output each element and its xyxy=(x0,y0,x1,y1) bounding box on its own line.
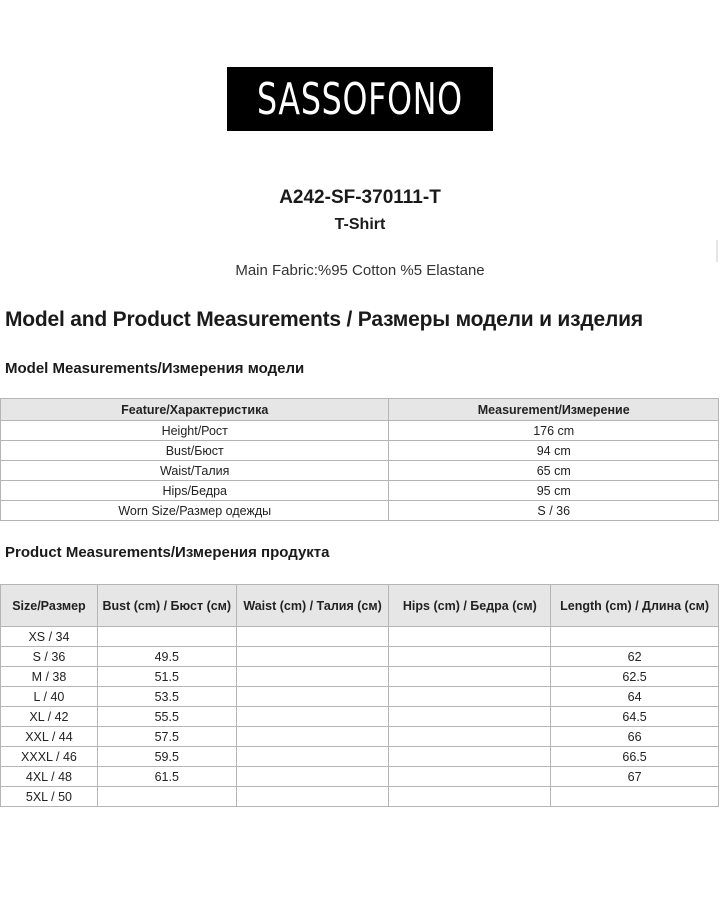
waist-cell xyxy=(236,667,389,687)
measurements-heading: Model and Product Measurements / Размеры модели и изделия xyxy=(5,308,643,331)
hips-cell xyxy=(389,727,551,747)
length-cell: 67 xyxy=(551,767,719,787)
table-row xyxy=(1,501,719,521)
hips-cell xyxy=(389,667,551,687)
waist-cell xyxy=(236,787,389,807)
table-row xyxy=(1,747,719,767)
length-cell: 62.5 xyxy=(551,667,719,687)
bust-cell: 61.5 xyxy=(97,767,236,787)
bust-cell: 53.5 xyxy=(97,687,236,707)
product-type: T-Shirt xyxy=(334,216,386,233)
feature-cell: Hips/Бедра xyxy=(1,481,389,501)
hips-cell xyxy=(389,787,551,807)
measurement-cell: 176 cm xyxy=(389,421,719,441)
fabric-composition: Main Fabric:%95 Cotton %5 Elastane xyxy=(235,262,485,279)
length-cell xyxy=(551,787,719,807)
column-header: Measurement/Измерение xyxy=(389,399,719,421)
feature-cell: Bust/Бюст xyxy=(1,441,389,461)
table-header-row xyxy=(1,399,719,421)
waist-cell xyxy=(236,687,389,707)
length-cell: 64 xyxy=(551,687,719,707)
bust-cell xyxy=(97,787,236,807)
hips-cell xyxy=(389,647,551,667)
table-row xyxy=(1,647,719,667)
size-cell: XXL / 44 xyxy=(1,727,98,747)
column-header: Size/Размер xyxy=(1,585,98,627)
feature-cell: Waist/Талия xyxy=(1,461,389,481)
length-cell: 62 xyxy=(551,647,719,667)
feature-cell: Worn Size/Размер одежды xyxy=(1,501,389,521)
waist-cell xyxy=(236,767,389,787)
table-row xyxy=(1,667,719,687)
bust-cell: 55.5 xyxy=(97,707,236,727)
hips-cell xyxy=(389,627,551,647)
column-header: Feature/Характеристика xyxy=(1,399,389,421)
model-measurements-table xyxy=(0,398,719,521)
waist-cell xyxy=(236,627,389,647)
size-cell: L / 40 xyxy=(1,687,98,707)
column-header: Length (cm) / Длина (см) xyxy=(551,585,719,627)
brand-logo xyxy=(227,67,493,131)
table-row xyxy=(1,481,719,501)
table-row xyxy=(1,767,719,787)
table-row xyxy=(1,707,719,727)
measurement-cell: S / 36 xyxy=(389,501,719,521)
bust-cell: 57.5 xyxy=(97,727,236,747)
waist-cell xyxy=(236,727,389,747)
model-measurements-heading: Model Measurements/Измерения модели xyxy=(5,360,305,377)
size-cell: XS / 34 xyxy=(1,627,98,647)
hips-cell xyxy=(389,687,551,707)
size-cell: XL / 42 xyxy=(1,707,98,727)
bust-cell: 51.5 xyxy=(97,667,236,687)
bust-cell: 49.5 xyxy=(97,647,236,667)
size-cell: M / 38 xyxy=(1,667,98,687)
table-row xyxy=(1,441,719,461)
length-cell: 66 xyxy=(551,727,719,747)
table-row xyxy=(1,687,719,707)
bust-cell: 59.5 xyxy=(97,747,236,767)
measurement-cell: 65 cm xyxy=(389,461,719,481)
hips-cell xyxy=(389,707,551,727)
column-header: Bust (cm) / Бюст (см) xyxy=(97,585,236,627)
brand-logo-text: SASSOFONO xyxy=(257,73,463,125)
length-cell xyxy=(551,627,719,647)
feature-cell: Height/Рост xyxy=(1,421,389,441)
bust-cell xyxy=(97,627,236,647)
table-row xyxy=(1,627,719,647)
hips-cell xyxy=(389,767,551,787)
measurement-cell: 94 cm xyxy=(389,441,719,461)
column-header: Waist (cm) / Талия (см) xyxy=(236,585,389,627)
table-row xyxy=(1,461,719,481)
length-cell: 64.5 xyxy=(551,707,719,727)
size-cell: S / 36 xyxy=(1,647,98,667)
product-code: A242-SF-370111-T xyxy=(279,187,441,208)
measurement-cell: 95 cm xyxy=(389,481,719,501)
hips-cell xyxy=(389,747,551,767)
table-row xyxy=(1,727,719,747)
product-measurements-heading: Product Measurements/Измерения продукта xyxy=(5,544,330,561)
column-header: Hips (cm) / Бедра (см) xyxy=(389,585,551,627)
table-header-row xyxy=(1,585,719,627)
waist-cell xyxy=(236,707,389,727)
size-cell: XXXL / 46 xyxy=(1,747,98,767)
product-measurements-table xyxy=(0,584,719,807)
table-row xyxy=(1,421,719,441)
size-cell: 5XL / 50 xyxy=(1,787,98,807)
edge-marker xyxy=(716,240,718,262)
table-row xyxy=(1,787,719,807)
length-cell: 66.5 xyxy=(551,747,719,767)
waist-cell xyxy=(236,747,389,767)
size-cell: 4XL / 48 xyxy=(1,767,98,787)
waist-cell xyxy=(236,647,389,667)
